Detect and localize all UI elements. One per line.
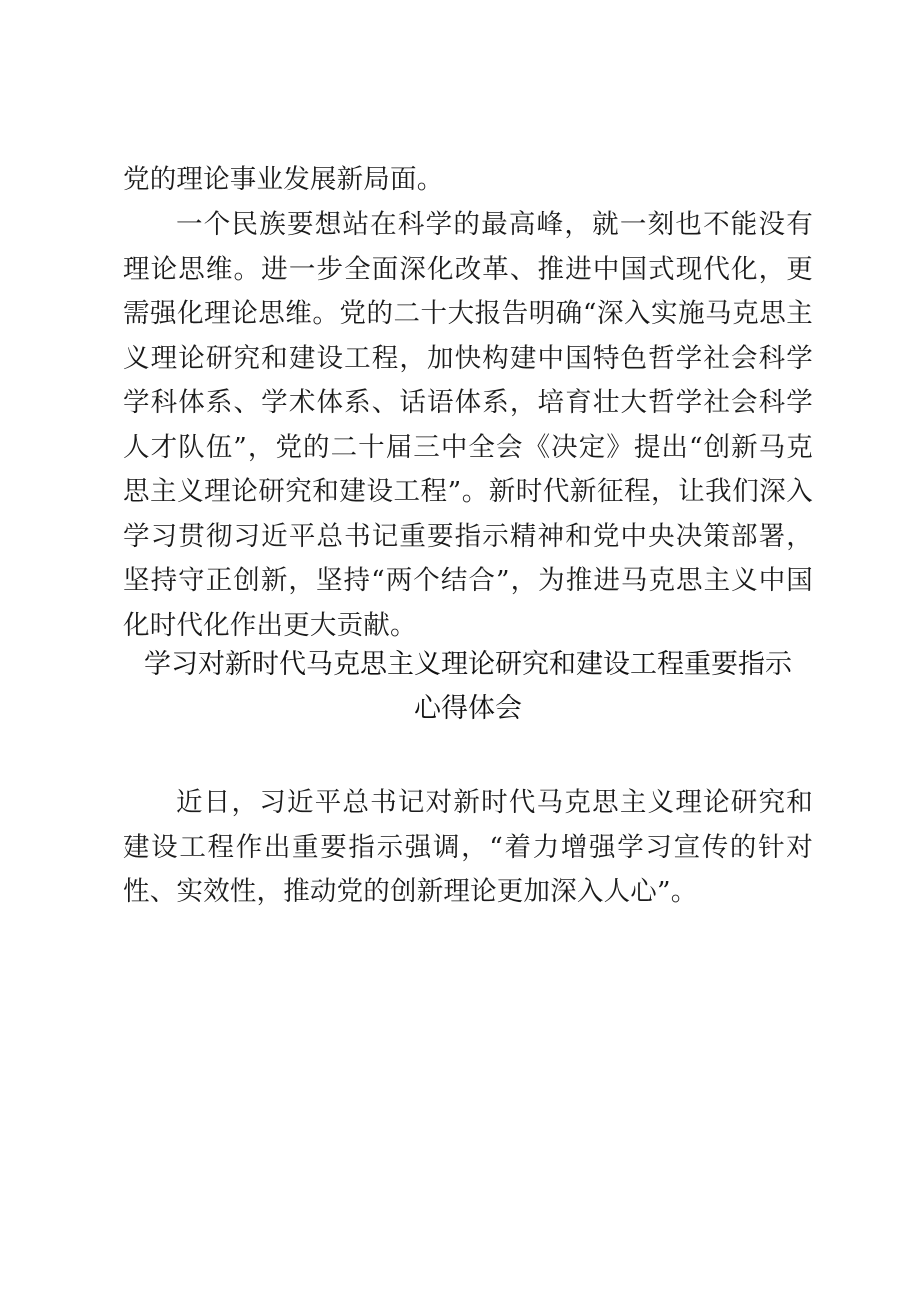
paragraph-intro: 近日，习近平总书记对新时代马克思主义理论研究和建设工程作出重要指示强调，“着力增强学习宣传的针对性、实效性，推动党的创新理论更加深入人心”。: [123, 787, 813, 907]
section-title-line-1: 学习对新时代马克思主义理论研究和建设工程重要指示: [144, 649, 792, 680]
paragraph-continuation: 党的理论事业发展新局面。: [123, 164, 444, 195]
section-title: [123, 643, 813, 731]
section-title-line-2: 心得体会: [414, 693, 522, 724]
paragraph-theory-thinking: 一个民族要想站在科学的最高峰，就一刻也不能没有理论思维。进一步全面深化改革、推进中国式现代化，更需强化理论思维。党的二十大报告明确“深入实施马克思主义理论研究和建设工程，加快构建中国特色哲学社会科学学科体系、学术体系、话语体系，培育壮大哲学社会科学人才队伍”，党的二十届三中全会《决定》提出“创新马克思主义理论研究和建设工程”。新时代新征程，让我们深入学习贯彻习近平总书记重要指示精神和党中央决策部署，坚持守正创新，坚持“两个结合”，为推进马克思主义中国化时代化作出更大贡献。: [123, 209, 813, 641]
